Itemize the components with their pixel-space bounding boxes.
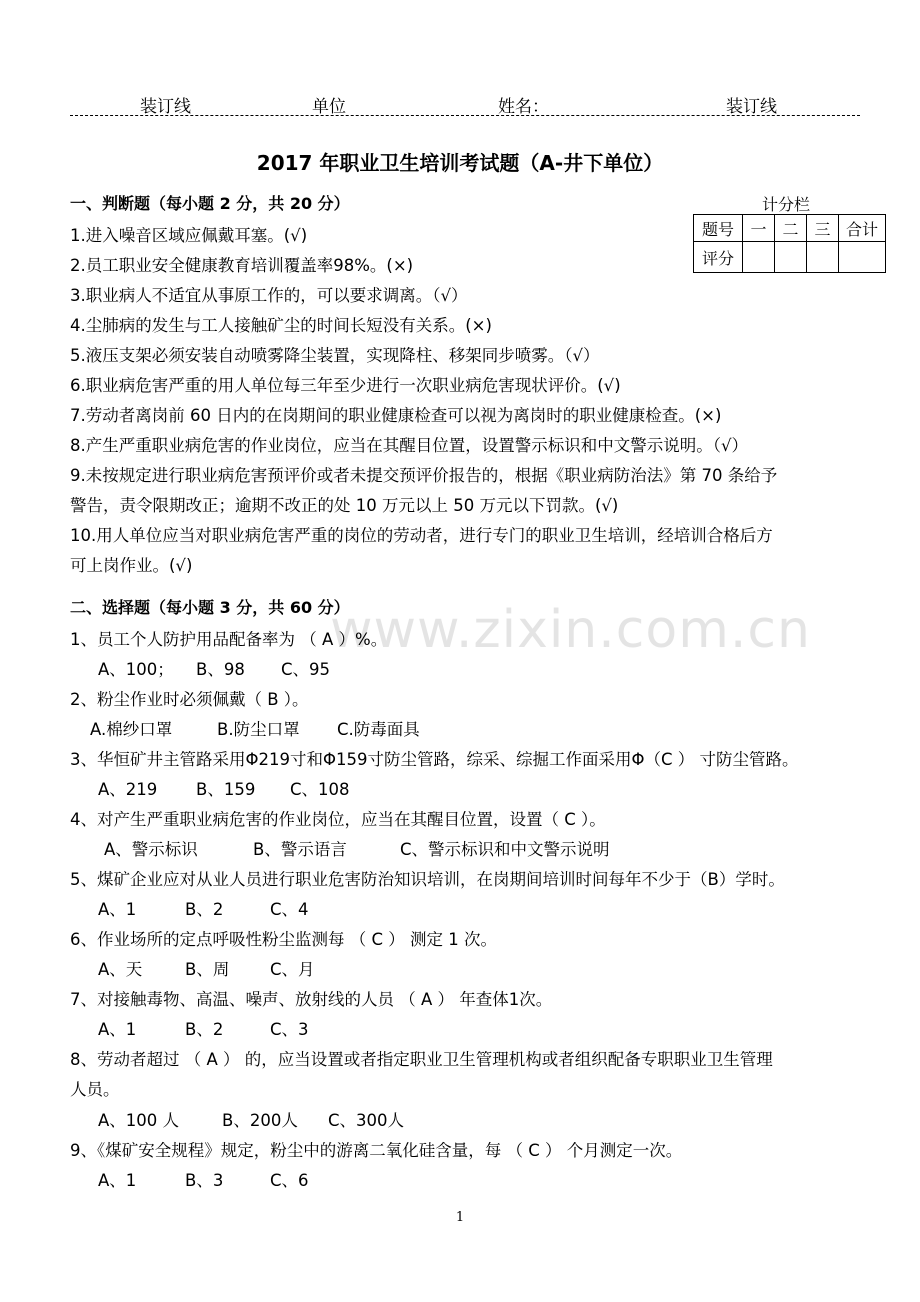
judgment-item: 10.用人单位应当对职业病危害严重的岗位的劳动者，进行专门的职业卫生培训，经培训合格后方 bbox=[70, 526, 773, 545]
judgment-item-continued: 警告，责令限期改正；逾期不改正的处 10 万元以上 50 万元以下罚款。(√) bbox=[70, 496, 619, 515]
judgment-item: 9.未按规定进行职业病危害预评价或者未提交预评价报告的，根据《职业病防治法》第 70 条给予 bbox=[70, 466, 778, 485]
choice-question: 6、作业场所的定点呼吸性粉尘监测每 （ C ） 测定 1 次。 bbox=[70, 930, 497, 949]
choice-option: B、200人 bbox=[222, 1111, 298, 1130]
choice-option: B、周 bbox=[185, 960, 230, 979]
choice-option: A、天 bbox=[98, 960, 143, 979]
choice-option: C、警示标识和中文警示说明 bbox=[400, 840, 610, 859]
name-label: 姓名： bbox=[498, 97, 549, 117]
scorecard-header-cell: 二 bbox=[775, 215, 807, 242]
choice-question: 8、劳动者超过 （ A ） 的，应当设置或者指定职业卫生管理机构或者组织配备专职职业卫生管理 bbox=[70, 1050, 773, 1069]
choice-question: 5、煤矿企业应对从业人员进行职业危害防治知识培训，在岗期间培训时间每年不少于（B）学时。 bbox=[70, 870, 785, 889]
choice-option: A、1 bbox=[98, 900, 137, 919]
choice-option: C、300人 bbox=[328, 1111, 405, 1130]
scorecard-header-cell: 题号 bbox=[694, 215, 743, 242]
judgment-item: 5.液压支架必须安装自动喷雾降尘装置，实现降柱、移架同步喷雾。（√） bbox=[70, 346, 600, 365]
exam-title: 2017 年职业卫生培训考试题（A-井下单位） bbox=[256, 151, 664, 175]
choice-option: B、159 bbox=[196, 780, 256, 799]
binding-line-left: 装订线 bbox=[140, 97, 191, 117]
choice-option: A、警示标识 bbox=[104, 840, 198, 859]
binding-header bbox=[0, 92, 920, 116]
judgment-item: 3.职业病人不适宜从事原工作的，可以要求调离。（√） bbox=[70, 286, 468, 305]
choice-question: 1、员工个人防护用品配备率为 （ A ）%。 bbox=[70, 630, 388, 649]
score-cell[interactable] bbox=[807, 242, 839, 273]
choice-option: C、月 bbox=[270, 960, 315, 979]
choice-option: B、98 bbox=[196, 660, 245, 679]
choice-option: C、3 bbox=[270, 1020, 309, 1039]
judgment-item: 2.员工职业安全健康教育培训覆盖率98%。(×) bbox=[70, 256, 414, 275]
watermark-text: www.zixin.com.cn bbox=[330, 600, 811, 660]
binding-dashed-line bbox=[70, 115, 860, 116]
choice-question-continued: 人员。 bbox=[70, 1080, 120, 1099]
choice-option: C、95 bbox=[281, 660, 331, 679]
scorecard-score-row bbox=[694, 242, 886, 273]
choice-option: B.防尘口罩 bbox=[217, 720, 300, 739]
scorecard-row-label: 评分 bbox=[694, 242, 743, 273]
choice-option: A、1 bbox=[98, 1171, 137, 1190]
score-cell[interactable] bbox=[743, 242, 775, 273]
judgment-item-continued: 可上岗作业。(√) bbox=[70, 556, 193, 575]
scorecard-header-cell: 三 bbox=[807, 215, 839, 242]
section2-heading: 二、选择题（每小题 3 分，共 60 分） bbox=[70, 598, 350, 617]
scorecard-header-cell: 一 bbox=[743, 215, 775, 242]
choice-option: C、108 bbox=[290, 780, 350, 799]
choice-option: B、3 bbox=[185, 1171, 224, 1190]
choice-question: 9、《煤矿安全规程》规定，粉尘中的游离二氧化硅含量，每 （ C ） 个月测定一次。 bbox=[70, 1141, 683, 1160]
judgment-item: 8.产生严重职业病危害的作业岗位，应当在其醒目位置，设置警示标识和中文警示说明。（√） bbox=[70, 436, 749, 455]
binding-line-right: 装订线 bbox=[726, 97, 777, 117]
judgment-item: 6.职业病危害严重的用人单位每三年至少进行一次职业病危害现状评价。(√) bbox=[70, 376, 621, 395]
scorecard-header-cell: 合计 bbox=[839, 215, 886, 242]
choice-question: 2、粉尘作业时必须佩戴（ B ）。 bbox=[70, 690, 309, 709]
judgment-item: 1.进入噪音区域应佩戴耳塞。(√) bbox=[70, 226, 308, 245]
choice-option: B、2 bbox=[185, 900, 224, 919]
page-number: 1 bbox=[455, 1210, 465, 1225]
choice-option: A.棉纱口罩 bbox=[90, 720, 173, 739]
choice-question: 7、对接触毒物、高温、噪声、放射线的人员 （ A ） 年查体1次。 bbox=[70, 990, 553, 1009]
choice-question: 4、对产生严重职业病危害的作业岗位，应当在其醒目位置，设置（ C ）。 bbox=[70, 810, 606, 829]
choice-option: C、4 bbox=[270, 900, 309, 919]
choice-option: A、219 bbox=[98, 780, 158, 799]
unit-label: 单位 bbox=[312, 97, 346, 117]
choice-option: A、1 bbox=[98, 1020, 137, 1039]
choice-option: C、6 bbox=[270, 1171, 309, 1190]
scorecard-header-row bbox=[694, 215, 886, 242]
judgment-item: 4.尘肺病的发生与工人接触矿尘的时间长短没有关系。(×) bbox=[70, 316, 492, 335]
choice-option: C.防毒面具 bbox=[337, 720, 420, 739]
score-cell[interactable] bbox=[839, 242, 886, 273]
choice-option: B、2 bbox=[185, 1020, 224, 1039]
choice-option: A、100； bbox=[98, 660, 174, 679]
section1-heading: 一、判断题（每小题 2 分，共 20 分） bbox=[70, 194, 350, 213]
scorecard-label: 计分栏 bbox=[762, 195, 811, 214]
scorecard-table bbox=[693, 214, 886, 273]
score-cell[interactable] bbox=[775, 242, 807, 273]
choice-option: A、100 人 bbox=[98, 1111, 180, 1130]
choice-option: B、警示语言 bbox=[253, 840, 347, 859]
choice-question: 3、华恒矿井主管路采用Φ219寸和Φ159寸防尘管路，综采、综掘工作面采用Φ（C ） 寸防尘管路。 bbox=[70, 750, 799, 769]
judgment-item: 7.劳动者离岗前 60 日内的在岗期间的职业健康检查可以视为离岗时的职业健康检查。(×) bbox=[70, 406, 722, 425]
